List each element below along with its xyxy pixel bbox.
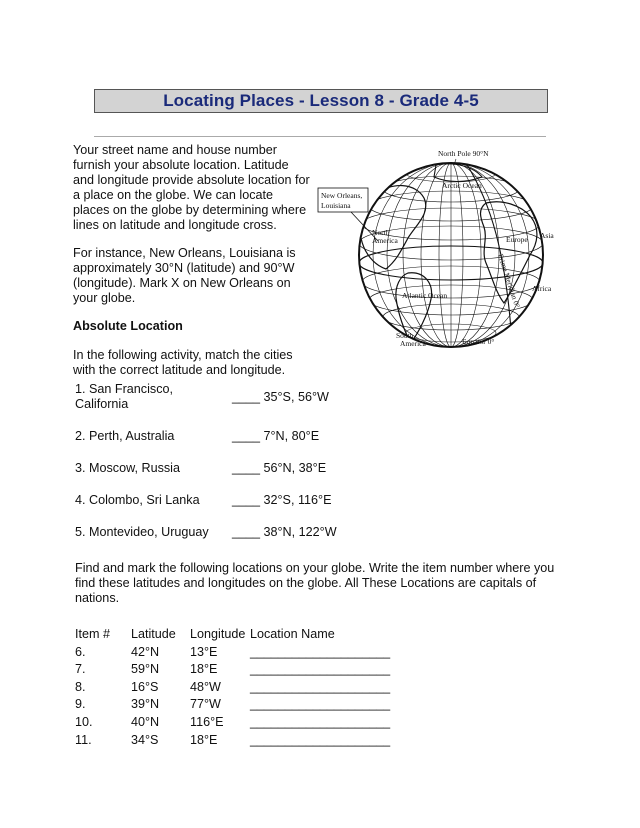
- label-louisiana: Louisiana: [321, 201, 351, 210]
- table-cell-latitude: 39°N: [131, 697, 160, 711]
- label-north-pole: North Pole 90°N: [438, 149, 489, 158]
- table-cell-latitude: 59°N: [131, 662, 160, 676]
- label-north-america-2: America: [372, 236, 398, 245]
- table-cell-item: 11.: [75, 733, 92, 747]
- label-atlantic-ocean: Atlantic Ocean: [402, 291, 448, 300]
- instance-line: For instance, New Orleans, Louisiana is: [73, 246, 296, 260]
- intro-line: furnish your absolute location. Latitude: [73, 158, 289, 172]
- label-south-america-2: America: [400, 339, 426, 348]
- location-answer-blank[interactable]: ____________________: [250, 715, 391, 729]
- city-name: 4. Colombo, Sri Lanka: [75, 493, 200, 507]
- label-prime-meridian: Prime Meridian 0°: [496, 252, 522, 309]
- table-cell-longitude: 77°W: [190, 697, 221, 711]
- intro-line: places on the globe by determining where: [73, 203, 307, 217]
- label-equator: Equator 0°: [462, 337, 495, 346]
- table-cell-longitude: 48°W: [190, 680, 221, 694]
- location-answer-blank[interactable]: ____________________: [250, 680, 391, 694]
- table-cell-longitude: 18°E: [190, 733, 218, 747]
- find-line: nations.: [75, 591, 120, 605]
- city-name: California: [75, 397, 129, 411]
- table-header-location: Location Name: [250, 627, 335, 641]
- intro-line: lines on latitude and longitude cross.: [73, 218, 277, 232]
- table-cell-latitude: 42°N: [131, 645, 160, 659]
- city-name: 5. Montevideo, Uruguay: [75, 525, 209, 539]
- table-header-item: Item #: [75, 627, 110, 641]
- location-answer-blank[interactable]: ____________________: [250, 645, 391, 659]
- label-asia: Asia: [540, 231, 554, 240]
- instance-line: (longitude). Mark X on New Orleans on: [73, 276, 291, 290]
- location-answer-blank[interactable]: ____________________: [250, 662, 391, 676]
- label-new-orleans: New Orleans,: [321, 191, 363, 200]
- table-cell-longitude: 18°E: [190, 662, 218, 676]
- globe-illustration: [316, 143, 576, 353]
- coordinate-answer[interactable]: ____ 35°S, 56°W: [232, 390, 329, 404]
- label-south-america: South: [396, 331, 414, 340]
- intro-line: a place on the globe. We can locate: [73, 188, 274, 202]
- table-cell-latitude: 40°N: [131, 715, 160, 729]
- table-cell-latitude: 34°S: [131, 733, 159, 747]
- instance-line: your globe.: [73, 291, 136, 305]
- coordinate-answer[interactable]: ____ 38°N, 122°W: [232, 525, 337, 539]
- table-cell-item: 6.: [75, 645, 86, 659]
- table-cell-item: 10.: [75, 715, 93, 729]
- coordinate-answer[interactable]: ____ 32°S, 116°E: [232, 493, 332, 507]
- coordinate-answer[interactable]: ____ 7°N, 80°E: [232, 429, 320, 443]
- coordinate-answer[interactable]: ____ 56°N, 38°E: [232, 461, 327, 475]
- find-line: Find and mark the following locations on your globe. Write the item number where you: [75, 561, 555, 575]
- intro-line: and longitude provide absolute location for: [73, 173, 310, 187]
- table-cell-item: 8.: [75, 680, 86, 694]
- label-europe: Europe: [506, 235, 528, 244]
- city-name: 3. Moscow, Russia: [75, 461, 180, 475]
- label-africa: Africa: [532, 284, 552, 293]
- location-answer-blank[interactable]: ____________________: [250, 733, 391, 747]
- match-intro-line: In the following activity, match the cities: [73, 348, 293, 362]
- intro-line: Your street name and house number: [73, 143, 277, 157]
- section-heading: Absolute Location: [73, 319, 183, 333]
- divider: [94, 136, 546, 137]
- find-line: find these latitudes and longitudes on the globe. All These Locations are capitals of: [75, 576, 537, 590]
- page-title: Locating Places - Lesson 8 - Grade 4-5: [163, 91, 479, 110]
- title-banner: [94, 89, 548, 113]
- table-cell-longitude: 13°E: [190, 645, 218, 659]
- table-cell-longitude: 116°E: [190, 715, 224, 729]
- table-header-longitude: Longitude: [190, 627, 246, 641]
- city-name: 1. San Francisco,: [75, 382, 173, 396]
- city-name: 2. Perth, Australia: [75, 429, 175, 443]
- label-north-america: North: [372, 228, 390, 237]
- table-cell-item: 7.: [75, 662, 86, 676]
- location-answer-blank[interactable]: ____________________: [250, 697, 391, 711]
- label-arctic-ocean: Arctic Ocean: [442, 181, 482, 190]
- table-header-latitude: Latitude: [131, 627, 176, 641]
- table-cell-latitude: 16°S: [131, 680, 159, 694]
- table-cell-item: 9.: [75, 697, 86, 711]
- instance-line: approximately 30°N (latitude) and 90°W: [73, 261, 295, 275]
- match-intro-line: with the correct latitude and longitude.: [73, 363, 286, 377]
